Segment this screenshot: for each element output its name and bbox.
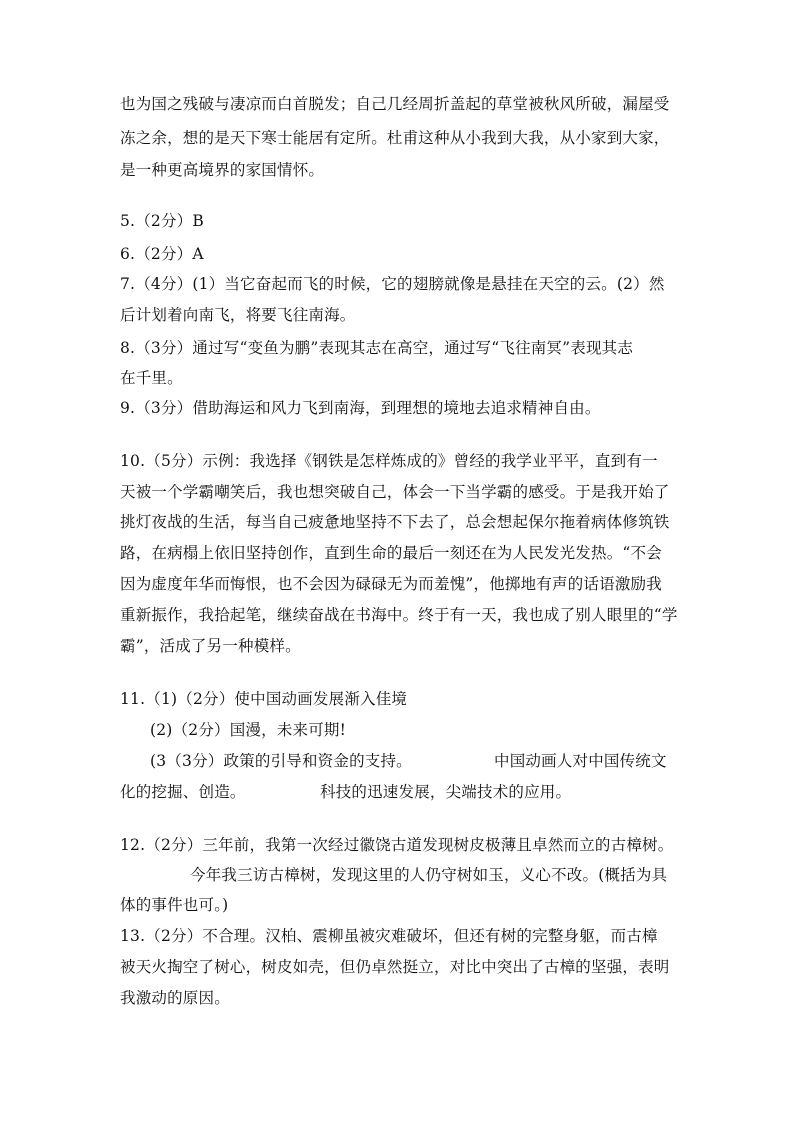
answer-12-line-2: 今年我三访古樟树，发现这里的人仍守树如玉，义心不改。(概括为具	[190, 866, 668, 884]
answer-11-part-1: 11.（1)（2分）使中国动画发展渐入佳境	[120, 690, 408, 708]
answer-7-line-1: 7.（4分）(1）当它奋起而飞的时候，它的翅膀就像是悬挂在天空的云。(2）然	[120, 275, 665, 293]
answer-10-line-7: 霸”，活成了另一种模样。	[120, 637, 301, 655]
answer-10-line-5: 因为虚度年华而悔恨，也不会因为碌碌无为而羞愧”，他掷地有声的话语激励我	[120, 575, 662, 593]
intro-line-1: 也为国之残破与凄凉而白首脱发；自己几经周折盖起的草堂被秋风所破，漏屋受	[120, 95, 670, 113]
answer-7-line-2: 后计划着向南飞，将要飞往南海。	[120, 306, 356, 324]
answer-12-line-1: 12.（2分）三年前，我第一次经过徽饶古道发现树皮极薄且卓然而立的古樟树。	[120, 836, 674, 854]
answer-13-line-1: 13.（2分）不合理。汉柏、震柳虽被灾难破坏，但还有树的完整身躯，而古樟	[120, 927, 658, 945]
answer-10-line-1: 10.（5分）示例：我选择《钢铁是怎样炼成的》曾经的我学业平平，直到有一	[120, 452, 658, 470]
intro-line-2: 冻之余，想的是天下寒士能居有定所。杜甫这种从小我到大我，从小家到大家，	[120, 129, 670, 147]
answer-10-line-2: 天被一个学霸嘲笑后，我也想突破自己，体会一下当学霸的感受。于是我开始了	[120, 483, 670, 501]
answer-6: 6.（2分）A	[120, 245, 204, 263]
answer-10-line-3: 挑灯夜战的生活，每当自己疲惫地坚持不下去了，总会想起保尔拖着病体修筑铁	[120, 513, 670, 531]
answer-8-line-2: 在千里。	[120, 369, 183, 387]
answer-13-line-2: 被天火掏空了树心，树皮如壳，但仍卓然挺立，对比中突出了古樟的坚强，表明	[120, 958, 670, 976]
answer-10-line-6: 重新振作，我拾起笔，继续奋战在书海中。终于有一天，我也成了别人眼里的“学	[120, 606, 678, 624]
answer-11-part-2: (2)（2分）国漫，未来可期!	[150, 721, 347, 739]
answer-11-part-3a: (3（3分）政策的引导和资金的支持。	[150, 752, 412, 770]
answer-9: 9.（3分）借助海运和风力飞到南海，到理想的境地去追求精神自由。	[120, 399, 601, 417]
answer-11-part-3b: 中国动画人对中国传统文	[494, 752, 667, 770]
answer-11-part-3d: 科技的迅速发展，尖端技术的应用。	[320, 783, 572, 801]
answer-10-line-4: 路，在病榻上依旧坚持创作，直到生命的最后一刻还在为人民发光发热。“不会	[120, 544, 662, 562]
answer-12-line-3: 体的事件也可。)	[120, 896, 229, 914]
answer-11-part-3c: 化的挖掘、创造。	[120, 783, 246, 801]
answer-8-line-1: 8.（3分）通过写“变鱼为鹏”表现其志在高空，通过写“飞往南冥”表现其志	[120, 339, 634, 357]
intro-line-3: 是一种更高境界的家国情怀。	[120, 161, 325, 179]
answer-13-line-3: 我激动的原因。	[120, 989, 230, 1007]
answer-5: 5.（2分）B	[120, 212, 204, 230]
